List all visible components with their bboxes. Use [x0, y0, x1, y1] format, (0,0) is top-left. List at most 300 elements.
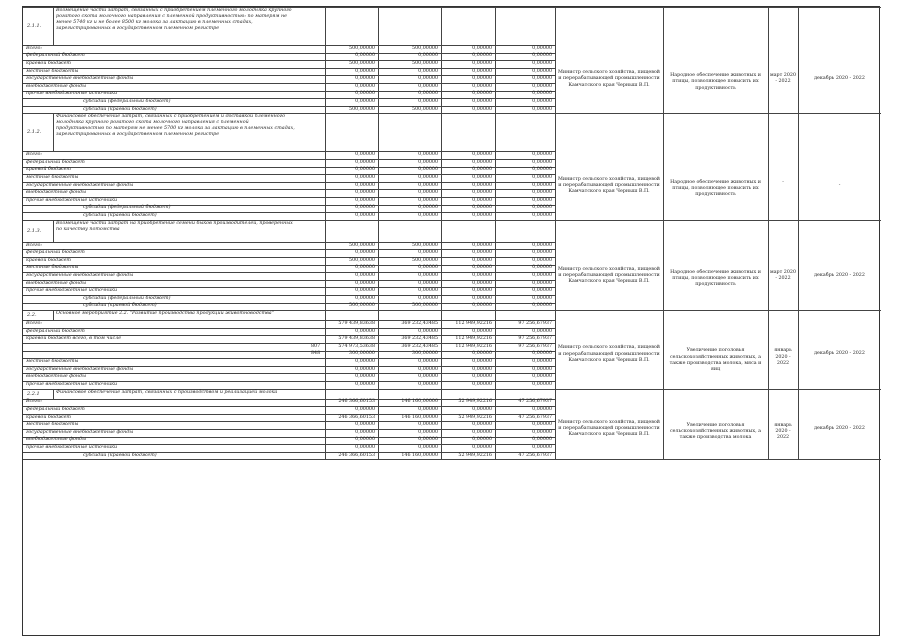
- row-label: внебюджетные фонды: [26, 83, 87, 89]
- rule-line: [53, 220, 54, 242]
- amount-cell: 0,00000: [472, 374, 492, 380]
- amount-cell: 0,00000: [472, 53, 492, 59]
- rule-line: [495, 242, 496, 310]
- amount-cell: 0,00000: [532, 407, 552, 412]
- rule-line: [325, 113, 326, 151]
- row-label: субсидии (краевой бюджет): [83, 213, 157, 218]
- expected-result: Увеличение поголовья сельскохозяйственных животных, а также производства молока, мяса и яиц: [669, 348, 762, 372]
- row-label: государственные внебюджетные фонды: [26, 429, 134, 435]
- expected-result: Народное обеспечение животных и птицы, позволяющее повысить их продуктивность: [670, 73, 761, 91]
- amount-cell: 0,00000: [355, 99, 375, 104]
- amount-cell: 0,00000: [355, 76, 375, 82]
- rule-line: [555, 45, 556, 113]
- amount-cell: 0,00000: [532, 265, 552, 271]
- row-label: государственные внебюджетные фонды: [26, 366, 134, 372]
- amount-cell: 52 949,92216: [458, 452, 492, 458]
- rule-line: [378, 7, 379, 45]
- amount-cell: 0,00000: [355, 273, 375, 278]
- rule-line: [441, 45, 442, 113]
- amount-cell: 0,00000: [472, 61, 492, 66]
- amount-cell: 0,00000: [472, 76, 492, 82]
- row-label: государственные внебюджетные фонды: [26, 273, 134, 278]
- amount-cell: 0,00000: [532, 99, 552, 104]
- amount-cell: 0,00000: [472, 273, 492, 278]
- end-date: -: [838, 182, 841, 188]
- rule-line: [798, 310, 799, 320]
- amount-cell: 0,00000: [355, 295, 375, 301]
- row-label: субсидии (краевой бюджет): [83, 303, 157, 309]
- row-label: Всего:: [26, 399, 42, 405]
- amount-cell: 0,00000: [472, 381, 492, 387]
- amount-cell: 0,00000: [418, 99, 438, 104]
- rule-line: [768, 389, 769, 399]
- amount-cell: 0,00000: [355, 366, 375, 372]
- amount-cell: 47 256,67937: [518, 414, 552, 420]
- amount-cell: 0,00000: [355, 288, 375, 294]
- amount-cell: 0,00000: [472, 213, 492, 218]
- amount-cell: 0,00000: [532, 359, 552, 364]
- row-label: местные бюджеты: [26, 68, 79, 74]
- amount-cell: 0,00000: [472, 242, 492, 248]
- amount-cell: 0,00000: [355, 205, 375, 211]
- amount-cell: 0,00000: [355, 429, 375, 435]
- amount-cell: 0,00000: [472, 197, 492, 203]
- amount-cell: 0,00000: [472, 429, 492, 435]
- rule-line: [798, 389, 799, 399]
- amount-cell: 0,00000: [532, 68, 552, 74]
- amount-cell: 112 949,92216: [455, 343, 492, 349]
- rule-line: [325, 220, 326, 242]
- rule-line: [555, 151, 556, 219]
- row-label: краевой бюджет: [26, 257, 71, 263]
- rule-line: [441, 399, 442, 460]
- amount-cell: 0,00000: [472, 83, 492, 89]
- amount-cell: 0,00000: [472, 250, 492, 256]
- amount-cell: 574 973,53638: [338, 343, 375, 349]
- amount-cell: 0,00000: [418, 407, 438, 412]
- row-label: федеральный бюджет: [26, 53, 85, 59]
- amount-cell: 0,00000: [355, 91, 375, 97]
- amount-cell: 0,00000: [355, 381, 375, 387]
- amount-cell: 300,00000: [412, 351, 438, 357]
- rule-line: [495, 7, 496, 45]
- rule-line: [53, 310, 54, 320]
- amount-cell: 0,00000: [472, 106, 492, 112]
- amount-cell: 0,00000: [355, 53, 375, 59]
- amount-cell: 0,00000: [532, 167, 552, 173]
- amount-cell: 0,00000: [472, 175, 492, 180]
- row-label: прочие внебюджетные источники: [26, 445, 118, 450]
- amount-cell: 0,00000: [472, 437, 492, 443]
- amount-cell: 0,00000: [472, 99, 492, 104]
- amount-cell: 300,00000: [349, 351, 375, 357]
- responsible-executor: Министр сельского хозяйства, пищевой и перерабатывающей промышленности Камчатского края Черныш В.П.: [558, 420, 660, 438]
- rule-line: [663, 242, 664, 310]
- amount-cell: 0,00000: [532, 76, 552, 82]
- amount-cell: 0,00000: [418, 374, 438, 380]
- amount-cell: 0,00000: [532, 45, 552, 51]
- amount-cell: 0,00000: [532, 374, 552, 380]
- responsible-executor: Министр сельского хозяйства, пищевой и перерабатывающей промышленности Камчатского края Черныш В.П.: [558, 176, 660, 194]
- start-date: январь 2020 - 2022: [774, 423, 792, 441]
- rule-line: [663, 320, 664, 388]
- amount-cell: 0,00000: [532, 205, 552, 211]
- amount-cell: 0,00000: [418, 175, 438, 180]
- amount-cell: 0,00000: [532, 197, 552, 203]
- amount-cell: 0,00000: [472, 359, 492, 364]
- amount-cell: 0,00000: [355, 422, 375, 428]
- amount-cell: 0,00000: [355, 445, 375, 450]
- rule-line: [378, 45, 379, 113]
- amount-cell: 0,00000: [472, 295, 492, 301]
- rule-line: [663, 220, 664, 242]
- amount-cell: 0,00000: [355, 328, 375, 334]
- amount-cell: 0,00000: [532, 366, 552, 372]
- amount-cell: 0,00000: [418, 190, 438, 196]
- amount-cell: 52 949,92216: [458, 414, 492, 420]
- rule-line: [495, 320, 496, 388]
- row-label: внебюджетные фонды: [26, 437, 87, 443]
- amount-cell: 0,00000: [355, 190, 375, 196]
- rule-line: [325, 45, 326, 113]
- amount-cell: 0,00000: [355, 152, 375, 158]
- amount-cell: 0,00000: [472, 366, 492, 372]
- amount-cell: 0,00000: [532, 159, 552, 165]
- rule-line: [378, 113, 379, 151]
- rule-line: [663, 45, 664, 113]
- rule-line: [555, 220, 556, 242]
- row-label: прочие внебюджетные источники: [26, 381, 118, 387]
- row-label: федеральный бюджет: [26, 250, 85, 256]
- amount-cell: 146 160,00000: [401, 414, 438, 420]
- row-code: 807: [311, 343, 321, 349]
- row-label: краевой бюджет: [26, 167, 71, 173]
- amount-cell: 0,00000: [418, 445, 438, 450]
- amount-cell: 0,00000: [532, 429, 552, 435]
- amount-cell: 0,00000: [472, 91, 492, 97]
- amount-cell: 246 366,60153: [338, 399, 375, 405]
- row-label: субсидии (федеральный бюджет): [83, 295, 171, 301]
- amount-cell: 0,00000: [532, 288, 552, 294]
- amount-cell: 369 232,43485: [401, 321, 438, 326]
- amount-cell: 0,00000: [418, 280, 438, 286]
- responsible-executor: Министр сельского хозяйства, пищевой и перерабатывающей промышленности Камчатского края Черныш В.П.: [558, 267, 660, 285]
- amount-cell: 0,00000: [472, 265, 492, 271]
- amount-cell: 369 232,43485: [401, 343, 438, 349]
- row-label: федеральный бюджет: [26, 407, 85, 412]
- end-date: декабрь 2020 - 2022: [814, 76, 865, 82]
- amount-cell: 0,00000: [472, 205, 492, 211]
- amount-cell: 500,00000: [412, 106, 438, 112]
- rule-line: [378, 399, 379, 460]
- amount-cell: 0,00000: [532, 445, 552, 450]
- rule-line: [495, 389, 496, 399]
- amount-cell: 0,00000: [532, 152, 552, 158]
- amount-cell: 112 949,92216: [455, 336, 492, 342]
- rule-line: [555, 113, 556, 151]
- row-label: местные бюджеты: [26, 265, 79, 271]
- rule-line: [53, 389, 54, 399]
- row-label: Всего:: [26, 45, 42, 51]
- row-label: местные бюджеты: [26, 422, 79, 428]
- rule-line: [53, 7, 54, 45]
- amount-cell: 0,00000: [355, 359, 375, 364]
- amount-cell: 0,00000: [532, 213, 552, 218]
- amount-cell: 0,00000: [418, 197, 438, 203]
- row-label: краевой бюджет: [26, 61, 71, 66]
- rule-line: [441, 242, 442, 310]
- rule-line: [441, 320, 442, 388]
- amount-cell: 0,00000: [355, 167, 375, 173]
- end-date: декабрь 2020 - 2022: [814, 351, 865, 357]
- rule-line: [555, 320, 556, 388]
- row-label: прочие внебюджетные источники: [26, 288, 118, 294]
- amount-cell: 369 232,43485: [401, 336, 438, 342]
- amount-cell: 246 366,60153: [338, 452, 375, 458]
- amount-cell: 0,00000: [418, 328, 438, 334]
- rule-line: [663, 389, 664, 399]
- row-label: федеральный бюджет: [26, 159, 85, 165]
- amount-cell: 0,00000: [418, 159, 438, 165]
- amount-cell: 500,00000: [349, 45, 375, 51]
- end-date: декабрь 2020 - 2022: [814, 426, 865, 431]
- rule-line: [441, 7, 442, 45]
- row-label: государственные внебюджетные фонды: [26, 182, 134, 188]
- amount-cell: 0,00000: [418, 295, 438, 301]
- amount-cell: 0,00000: [355, 280, 375, 286]
- rule-line: [325, 151, 326, 219]
- start-date: январь 2020 - 2022: [774, 348, 792, 366]
- rule-line: [663, 7, 664, 45]
- amount-cell: 0,00000: [532, 175, 552, 180]
- start-date: -: [782, 179, 784, 185]
- expected-result: Народное обеспечение животных и птицы, позволяющее повысить их продуктивность: [670, 270, 761, 288]
- amount-cell: 97 256,67937: [518, 343, 552, 349]
- section-code: 2.1.2.: [27, 129, 42, 136]
- amount-cell: 0,00000: [355, 213, 375, 218]
- amount-cell: 500,00000: [349, 257, 375, 263]
- rule-line: [768, 220, 769, 242]
- amount-cell: 0,00000: [418, 76, 438, 82]
- amount-cell: 0,00000: [532, 53, 552, 59]
- rule-line: [663, 399, 664, 460]
- amount-cell: 0,00000: [472, 182, 492, 188]
- rule-line: [53, 113, 54, 151]
- rule-line: [378, 389, 379, 399]
- amount-cell: 0,00000: [472, 351, 492, 357]
- rule-line: [663, 151, 664, 219]
- amount-cell: 0,00000: [532, 273, 552, 278]
- amount-cell: 500,00000: [349, 242, 375, 248]
- rule-line: [325, 399, 326, 460]
- rule-line: [325, 320, 326, 388]
- amount-cell: 500,00000: [349, 303, 375, 309]
- row-code: 848: [311, 351, 321, 357]
- amount-cell: 0,00000: [418, 83, 438, 89]
- rule-line: [555, 310, 556, 320]
- section-description: Возмещение части затрат на приобретение семени быков производителей, проверенных по качеству потомства: [56, 220, 293, 232]
- amount-cell: 0,00000: [472, 257, 492, 263]
- amount-cell: 52 949,92216: [458, 399, 492, 405]
- amount-cell: 47 256,67937: [518, 452, 552, 458]
- amount-cell: 0,00000: [418, 182, 438, 188]
- amount-cell: 97 256,67937: [518, 321, 552, 326]
- amount-cell: 0,00000: [418, 359, 438, 364]
- rule-line: [325, 242, 326, 310]
- rule-line: [441, 389, 442, 399]
- amount-cell: 0,00000: [472, 68, 492, 74]
- amount-cell: 0,00000: [355, 437, 375, 443]
- amount-cell: 0,00000: [418, 422, 438, 428]
- row-label: Всего:: [26, 152, 42, 158]
- amount-cell: 0,00000: [418, 381, 438, 387]
- start-date: март 2020 - 2022: [769, 73, 797, 85]
- amount-cell: 0,00000: [355, 83, 375, 89]
- amount-cell: 0,00000: [355, 175, 375, 180]
- amount-cell: 0,00000: [532, 250, 552, 256]
- amount-cell: 500,00000: [412, 61, 438, 66]
- rule-line: [798, 7, 799, 45]
- amount-cell: 97 256,67937: [518, 336, 552, 342]
- rule-line: [378, 220, 379, 242]
- row-label: субсидии (краевой бюджет): [83, 106, 157, 112]
- rule-line: [663, 113, 664, 151]
- row-label: субсидии (федеральный бюджет): [83, 99, 171, 104]
- amount-cell: 0,00000: [418, 250, 438, 256]
- section-description: Основное мероприятие 2.2. "Развитие производства продукции животноводства": [56, 311, 274, 317]
- amount-cell: 0,00000: [532, 303, 552, 309]
- amount-cell: 0,00000: [472, 280, 492, 286]
- amount-cell: 500,00000: [412, 257, 438, 263]
- amount-cell: 0,00000: [532, 351, 552, 357]
- rule-line: [378, 320, 379, 388]
- amount-cell: 0,00000: [532, 61, 552, 66]
- amount-cell: 0,00000: [418, 91, 438, 97]
- amount-cell: 579 439,83638: [338, 321, 375, 326]
- amount-cell: 0,00000: [418, 429, 438, 435]
- amount-cell: 0,00000: [418, 265, 438, 271]
- section-code: 2.2.1: [27, 390, 40, 397]
- rule-line: [495, 220, 496, 242]
- amount-cell: 0,00000: [418, 68, 438, 74]
- rule-line: [768, 310, 769, 320]
- rule-line: [325, 7, 326, 45]
- amount-cell: 0,00000: [532, 257, 552, 263]
- amount-cell: 0,00000: [532, 437, 552, 443]
- amount-cell: 0,00000: [532, 91, 552, 97]
- row-label: местные бюджеты: [26, 359, 79, 364]
- rule-line: [378, 310, 379, 320]
- amount-cell: 47 256,67937: [518, 399, 552, 405]
- amount-cell: 500,00000: [412, 303, 438, 309]
- amount-cell: 0,00000: [355, 159, 375, 165]
- rule-line: [325, 389, 326, 399]
- section-description: Возмещение части затрат, связанных с приобретением племенного молодняка крупного рогатого скота молочного направления с племенной продуктивностью: по матерям не менее 5740 кг и не более 8500 кг молока за лактацию в племенных стадах, зарегистрированных в государственном племенном регистре: [56, 8, 292, 31]
- amount-cell: 0,00000: [355, 197, 375, 203]
- amount-cell: 0,00000: [532, 295, 552, 301]
- rule-line: [555, 399, 556, 460]
- amount-cell: 500,00000: [412, 242, 438, 248]
- amount-cell: 0,00000: [532, 190, 552, 196]
- document-page: [22, 6, 880, 636]
- rule-line: [768, 113, 769, 151]
- row-label: субсидии (федеральный бюджет): [83, 205, 171, 211]
- amount-cell: 0,00000: [418, 288, 438, 294]
- rule-line: [555, 7, 556, 45]
- section-code: 2.2.: [27, 312, 37, 319]
- amount-cell: 0,00000: [355, 407, 375, 412]
- amount-cell: 0,00000: [472, 328, 492, 334]
- amount-cell: 500,00000: [349, 106, 375, 112]
- rule-line: [495, 399, 496, 460]
- rule-line: [495, 45, 496, 113]
- row-label: государственные внебюджетные фонды: [26, 76, 134, 82]
- start-date: март 2020 - 2022: [769, 270, 797, 282]
- rule-line: [495, 113, 496, 151]
- amount-cell: 0,00000: [472, 445, 492, 450]
- row-label: внебюджетные фонды: [26, 190, 87, 196]
- amount-cell: 579 439,83638: [338, 336, 375, 342]
- amount-cell: 0,00000: [532, 422, 552, 428]
- amount-cell: 0,00000: [472, 288, 492, 294]
- amount-cell: 112 949,92216: [455, 321, 492, 326]
- responsible-executor: Министр сельского хозяйства, пищевой и перерабатывающей промышленности Камчатского края Черныш В.П.: [558, 345, 660, 363]
- amount-cell: 0,00000: [472, 190, 492, 196]
- row-label: субсидии (краевой бюджет): [83, 452, 157, 458]
- expected-result: Увеличение поголовья сельскохозяйственных животных, а также производства молока: [670, 423, 761, 441]
- row-label: прочие внебюджетные источники: [26, 197, 118, 203]
- rule-line: [555, 242, 556, 310]
- expected-result: Народное обеспечение животных и птицы, позволяющее повысить их продуктивность: [670, 179, 761, 197]
- amount-cell: 0,00000: [532, 328, 552, 334]
- amount-cell: 0,00000: [418, 366, 438, 372]
- rule-line: [441, 151, 442, 219]
- rule-line: [441, 310, 442, 320]
- section-description: Финансовое обеспечение затрат, связанных с производством и реализацией молока: [56, 389, 278, 395]
- end-date: декабрь 2020 - 2022: [814, 273, 865, 278]
- amount-cell: 0,00000: [418, 213, 438, 218]
- amount-cell: 0,00000: [418, 167, 438, 173]
- amount-cell: 0,00000: [355, 182, 375, 188]
- amount-cell: 0,00000: [355, 374, 375, 380]
- amount-cell: 0,00000: [532, 242, 552, 248]
- amount-cell: 146 160,00000: [401, 452, 438, 458]
- responsible-executor: Министр сельского хозяйства, пищевой и перерабатывающей промышленности Камчатского края Черныш В.П.: [558, 70, 660, 88]
- row-label: внебюджетные фонды: [26, 374, 87, 380]
- amount-cell: 0,00000: [472, 45, 492, 51]
- section-description: Финансовое обеспечение затрат, связанных с приобретением и доставкой племенного молодняка крупного рогатого скота молочного направления с племенной продуктивностью по матерям не менее 5700 кг молока за лактацию в племенных стадах, зарегистрированных в государственном племенном регистре: [56, 114, 295, 138]
- amount-cell: 0,00000: [355, 68, 375, 74]
- row-label: федеральный бюджет: [26, 328, 85, 334]
- amount-cell: 0,00000: [472, 303, 492, 309]
- amount-cell: 0,00000: [472, 167, 492, 173]
- rule-line: [555, 389, 556, 399]
- amount-cell: 0,00000: [418, 53, 438, 59]
- rule-line: [325, 310, 326, 320]
- amount-cell: 0,00000: [532, 381, 552, 387]
- row-label: прочие внебюджетные источники: [26, 91, 118, 97]
- amount-cell: 0,00000: [355, 250, 375, 256]
- amount-cell: 0,00000: [355, 265, 375, 271]
- rule-line: [441, 220, 442, 242]
- amount-cell: 246 366,60153: [338, 414, 375, 420]
- row-label: местные бюджеты: [26, 175, 79, 180]
- rule-line: [768, 7, 769, 45]
- amount-cell: 146 160,00000: [401, 399, 438, 405]
- amount-cell: 0,00000: [418, 152, 438, 158]
- rule-line: [441, 113, 442, 151]
- rule-line: [798, 113, 799, 151]
